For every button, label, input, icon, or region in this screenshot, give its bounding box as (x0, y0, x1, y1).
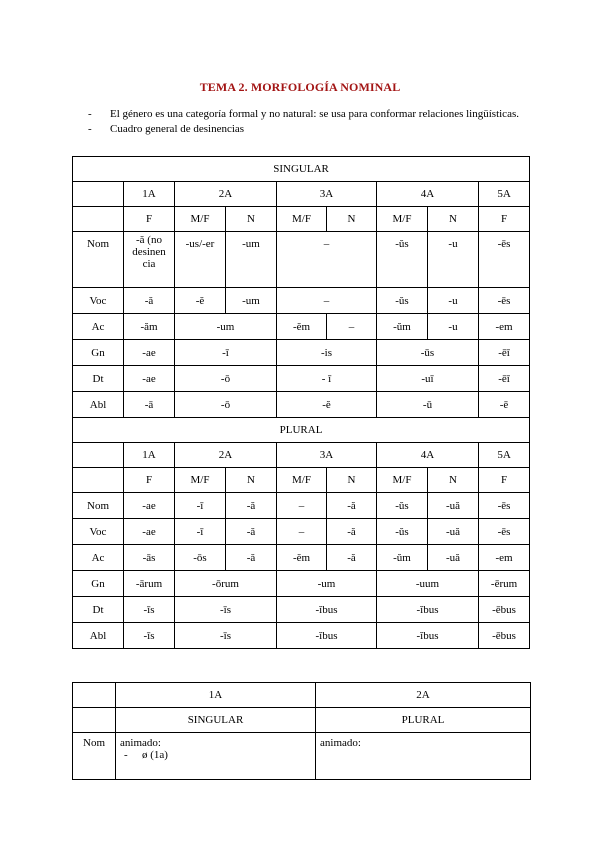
declension-header: 4A (377, 443, 479, 468)
table-cell: – (277, 493, 327, 519)
bullet-text: Cuadro general de desinencias (110, 123, 245, 135)
table-cell: -uă (428, 519, 479, 545)
table-cell: – (327, 314, 377, 340)
gender-header: N (428, 207, 479, 232)
table-cell: -ārum (124, 571, 175, 597)
table-cell: -ōrum (175, 571, 277, 597)
table-cell: -uă (428, 545, 479, 571)
case-label: Dt (73, 597, 124, 623)
gender-header: M/F (175, 207, 226, 232)
table-cell: -ō (175, 392, 277, 418)
table-cell: -ēs (479, 493, 530, 519)
table-cell: – (277, 232, 377, 288)
case-label: Ac (73, 314, 124, 340)
list-item (88, 108, 528, 121)
table-cell: -ēs (479, 232, 530, 288)
table-cell: -ă (327, 545, 377, 571)
table-cell: -u (428, 314, 479, 340)
table-cell: -ae (124, 519, 175, 545)
gender-header: N (327, 468, 377, 493)
gender-header: F (479, 207, 530, 232)
table-cell: -ĕ (277, 392, 377, 418)
number-header: PLURAL (316, 708, 531, 733)
declension-header: 2A (175, 182, 277, 207)
table-cell: -ā (124, 392, 175, 418)
table-cell: -ō (175, 366, 277, 392)
table-cell: -um (277, 571, 377, 597)
case-label: Ac (73, 545, 124, 571)
gender-header: F (124, 468, 175, 493)
table-cell: -um (175, 314, 277, 340)
table-cell (124, 232, 175, 288)
table-cell: -ŭm (377, 545, 428, 571)
list-item (88, 123, 528, 136)
table-cell: -ă (124, 288, 175, 314)
case-label: Abl (73, 392, 124, 418)
table-cell: -u (428, 288, 479, 314)
singular-header: SINGULAR (73, 157, 530, 182)
table-cell: -ēī (479, 340, 530, 366)
table-cell: -ērum (479, 571, 530, 597)
table-cell: -ĭbus (377, 597, 479, 623)
table-cell: -ī (175, 493, 226, 519)
table-cell: -ae (124, 340, 175, 366)
case-label: Gn (73, 571, 124, 597)
gender-header: M/F (277, 468, 327, 493)
table-cell: -ēbus (479, 597, 530, 623)
table-cell: -um (226, 232, 277, 288)
bullet-list (88, 108, 528, 138)
plural-header: PLURAL (73, 418, 530, 443)
table-cell: -us/-er (175, 232, 226, 288)
bullet-dash: - (88, 123, 92, 135)
gender-header: N (327, 207, 377, 232)
table-cell: -ē (479, 392, 530, 418)
empty-cell (73, 683, 116, 708)
case-label: Nom (73, 232, 124, 288)
cell-line: animado: (320, 737, 361, 749)
case-label: Dt (73, 366, 124, 392)
case-label: Abl (73, 623, 124, 649)
nominative-table (72, 682, 531, 780)
table-cell: -ŭs (377, 493, 428, 519)
table-cell: -ŭs (377, 288, 428, 314)
table-cell: -ĭbus (277, 597, 377, 623)
table-cell (116, 733, 316, 780)
gender-header: M/F (175, 468, 226, 493)
table-cell: -ă (327, 493, 377, 519)
table-cell: -em (479, 545, 530, 571)
table-cell: -um (226, 288, 277, 314)
bullet-text: El género es una categoría formal y no natural: se usa para conformar relaciones lingüísticas. (110, 108, 519, 120)
table-cell: -ă (226, 493, 277, 519)
declension-header: 3A (277, 443, 377, 468)
empty-cell (73, 182, 124, 207)
declension-header: 1A (116, 683, 316, 708)
table-cell: -ēbus (479, 623, 530, 649)
gender-header: M/F (377, 207, 428, 232)
table-cell: -uă (428, 493, 479, 519)
gender-header: M/F (377, 468, 428, 493)
table-cell: -uī (377, 366, 479, 392)
cell-line: animado: (120, 737, 161, 749)
table-cell (316, 733, 531, 780)
table-cell: -ĕ (175, 288, 226, 314)
cell-line: cia (142, 258, 156, 270)
table-cell: -ĭbus (277, 623, 377, 649)
table-cell: - ī (277, 366, 377, 392)
cell-line: -ă (no (136, 234, 162, 246)
declension-header: 5A (479, 182, 530, 207)
cell-line: ø (1a) (142, 749, 168, 761)
gender-header: F (124, 207, 175, 232)
table-cell: -ū (377, 392, 479, 418)
table-cell: -īs (124, 623, 175, 649)
table-cell: -īs (175, 623, 277, 649)
case-label: Nom (73, 733, 116, 780)
table-cell: -ĕm (277, 314, 327, 340)
table-cell: -is (277, 340, 377, 366)
table-cell: -ēs (479, 519, 530, 545)
table-cell: -ŭm (377, 314, 428, 340)
table-cell: -ae (124, 493, 175, 519)
table-cell: -īs (175, 597, 277, 623)
declension-header: 4A (377, 182, 479, 207)
gender-header: M/F (277, 207, 327, 232)
empty-cell (73, 207, 124, 232)
table-cell: – (277, 288, 377, 314)
case-label: Voc (73, 288, 124, 314)
declension-header: 1A (124, 443, 175, 468)
empty-cell (73, 443, 124, 468)
case-label: Nom (73, 493, 124, 519)
bullet-dash: - (88, 108, 92, 120)
case-label: Gn (73, 340, 124, 366)
case-label: Voc (73, 519, 124, 545)
table-cell: -ĕm (277, 545, 327, 571)
table-cell: -ă (226, 545, 277, 571)
gender-header: N (226, 207, 277, 232)
table-cell: -ĭbus (377, 623, 479, 649)
declension-header: 1A (124, 182, 175, 207)
table-cell: -ēs (479, 288, 530, 314)
table-cell: -ī (175, 340, 277, 366)
gender-header: N (226, 468, 277, 493)
table-cell: -uum (377, 571, 479, 597)
declension-header: 3A (277, 182, 377, 207)
cell-line: desinen (132, 246, 166, 258)
page-title: TEMA 2. MORFOLOGÍA NOMINAL (199, 80, 401, 94)
table-cell: -ăm (124, 314, 175, 340)
table-cell: -ī (175, 519, 226, 545)
declension-table (72, 156, 530, 649)
table-cell: -ūs (377, 340, 479, 366)
table-cell: -ŭs (377, 519, 428, 545)
table-cell: – (277, 519, 327, 545)
declension-header: 2A (316, 683, 531, 708)
gender-header: F (479, 468, 530, 493)
table-cell: -ae (124, 366, 175, 392)
table-cell: -ă (226, 519, 277, 545)
table-cell: -em (479, 314, 530, 340)
gender-header: N (428, 468, 479, 493)
table-cell: -ōs (175, 545, 226, 571)
number-header: SINGULAR (116, 708, 316, 733)
table-cell: -u (428, 232, 479, 288)
declension-header: 2A (175, 443, 277, 468)
list-item (120, 749, 311, 761)
empty-cell (73, 708, 116, 733)
declension-header: 5A (479, 443, 530, 468)
table-cell: -īs (124, 597, 175, 623)
table-cell: -ŭs (377, 232, 428, 288)
table-cell: -ās (124, 545, 175, 571)
table-cell: -ă (327, 519, 377, 545)
bullet-dash: - (124, 749, 128, 761)
table-cell: -ēī (479, 366, 530, 392)
empty-cell (73, 468, 124, 493)
